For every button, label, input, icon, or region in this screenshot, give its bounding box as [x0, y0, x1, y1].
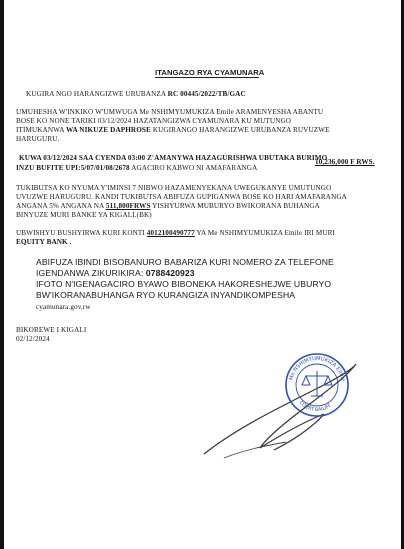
title-underline — [155, 77, 259, 78]
stamp-bottom-text: COURT BAILIFF — [297, 400, 333, 414]
auction-time: KUWA 03/12/2024 SAA CYENDA 03:00 Z'AMANYWA HAZAGURISHWA UBUTAKA BURIMO — [19, 154, 328, 162]
para3-text: ANGANA 5% ANGANA NA — [16, 202, 104, 210]
para4-line1 — [16, 229, 335, 238]
owner-name: WA NIKUZE DAPHROSE — [66, 126, 151, 134]
document-title: ITANGAZO RYA CYAMUNARA — [155, 68, 265, 77]
para3-line3 — [16, 202, 320, 211]
contact-line1: ABIFUZA IBINDI BISOBANURO BABARIZA KURI NOMERO ZA TELEFONE — [36, 257, 334, 267]
contact-line2 — [36, 268, 195, 278]
property-value-amount: 10,236,000 F RWS. — [315, 158, 375, 166]
para2-line1 — [19, 154, 327, 163]
para1-text: KUGIRANGO HARANGIZWE URUBANZA RUVUZWE — [152, 126, 330, 134]
case-number: RC 00445/2022/TB/GAC — [167, 90, 246, 98]
account-number: 4012100490777 — [146, 229, 195, 237]
stamp-top-text: Me NSHIMYUMUKIZA Emile — [288, 355, 346, 383]
contact-line3: IFOTO N'IGENAGACIRO BYAWO BIBONEKA HAKORESHEJWE UBURYO — [36, 279, 332, 289]
para1-text: Me NSHIMYUMUKIZA Emile ARAMENYESHA ABANTU — [139, 108, 324, 116]
para4-line2: EQUITY BANK . — [16, 238, 72, 246]
contact-text: IGENDANWA ZIKURIKIRA: — [36, 268, 144, 278]
phone-number: 0788420923 — [145, 268, 195, 278]
para4-text: UBWISHYU BUSHYIRWA KURI KONTI — [16, 229, 145, 237]
website-link[interactable]: cyamunara.gov.rw — [36, 303, 91, 311]
official-stamp — [284, 352, 350, 418]
case-prefix: KUGIRA NGO HARANGIZWE URUBANZA — [26, 90, 166, 98]
para2-line2 — [16, 164, 257, 173]
closing-place: BIKOREWE I KIGALI — [16, 326, 87, 334]
contact-line4: BW'IKORANABUHANGA RYO KURANGIZA INYANDIKOMPESHA — [36, 290, 296, 300]
property-value — [315, 158, 375, 167]
para1-line2: BOSE KO NONE TARIKI 03/12/2024 HAZATANGIZWA CYAMUNARA KU MUTUNGO — [16, 117, 292, 125]
para1-line3 — [16, 126, 330, 135]
para3-line1: TUKIBUTSA KO NYUMA Y'IMINSI 7 NIBWO HAZAMENYEKANA UWEGUKANYE UMUTUNGO — [16, 184, 332, 192]
para3-text: YISHYURWA MUBURYO BWIKORANA BUHANGA — [152, 202, 320, 210]
deposit-amount: 511,800FRWS — [105, 202, 151, 210]
para1-text: ITIMUKANWA — [16, 126, 65, 134]
para3-line2: UVUZWE HARUGURU. KANDI TUKIBUTSA ABIFUZA GUPIGANWA BOSE KO HARI AMAFARANGA — [16, 193, 347, 201]
para3-line4: BINYUZE MURI BANKE YA KIGALI.(BK) — [16, 211, 152, 219]
para1-text: UMUHESHA W'INKIKO W'UMWUGA — [16, 108, 138, 116]
para2-text: AGACIRO KABWO NI AMAFARANGA — [131, 164, 258, 172]
para1-line1 — [16, 108, 323, 117]
closing-date: 02/12/2024 — [16, 335, 50, 343]
case-line — [26, 90, 246, 99]
para1-line4: HARUGURU. — [16, 135, 60, 143]
upi-number: INZU BUFITE UPI:5/07/01/08/2678 — [16, 164, 130, 172]
para4-text: YA Me NSHIMYUMUKIZA Emile IRI MURI — [196, 229, 336, 237]
